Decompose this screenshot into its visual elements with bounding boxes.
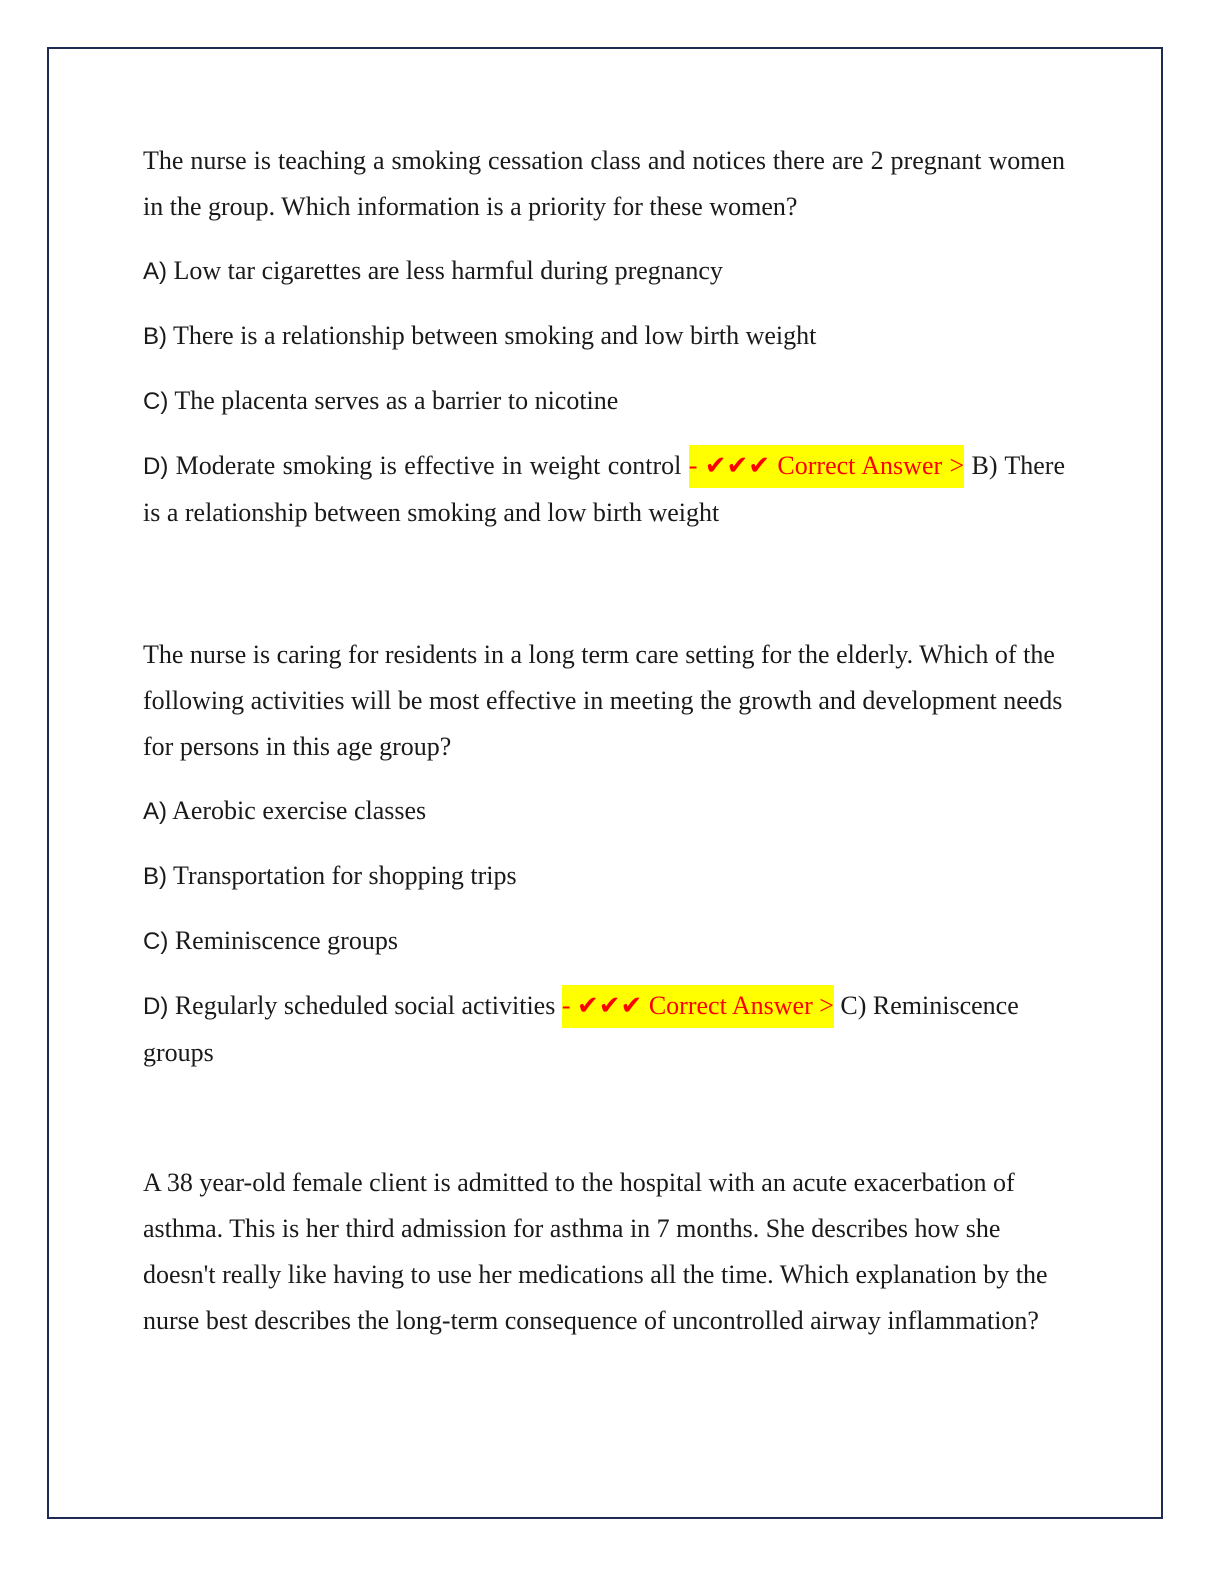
question-stem: The nurse is teaching a smoking cessation class and notices there are 2 pregnant women in the group. Which information is a priority for these women? bbox=[143, 146, 1065, 221]
option-d-with-answer bbox=[143, 983, 1065, 1076]
option-text: The placenta serves as a barrier to nicotine bbox=[174, 386, 619, 415]
option-letter: B) bbox=[143, 863, 167, 890]
option-a bbox=[143, 248, 1065, 295]
option-b bbox=[143, 853, 1065, 900]
option-c bbox=[143, 918, 1065, 965]
option-text: Transportation for shopping trips bbox=[173, 861, 517, 890]
correct-answer-text: C) Reminiscence groups bbox=[143, 991, 1019, 1067]
option-text: Moderate smoking is effective in weight control bbox=[175, 451, 682, 480]
question-block-1 bbox=[143, 138, 1065, 536]
option-text: There is a relationship between smoking and low birth weight bbox=[173, 321, 817, 350]
option-letter: D) bbox=[143, 453, 169, 480]
option-text: Reminiscence groups bbox=[174, 926, 398, 955]
correct-answer-text: B) There is a relationship between smoking and low birth weight bbox=[143, 451, 1065, 527]
option-letter: C) bbox=[143, 388, 169, 415]
option-letter: B) bbox=[143, 323, 167, 350]
question-stem: The nurse is caring for residents in a long term care setting for the elderly. Which of the following activities will be most effective in meeting the growth and development needs for persons in this age group? bbox=[143, 640, 1063, 761]
option-c bbox=[143, 378, 1065, 425]
option-text: Low tar cigarettes are less harmful during pregnancy bbox=[173, 256, 723, 285]
correct-answer-marker: - ✔✔✔ Correct Answer > bbox=[562, 985, 834, 1028]
document-content bbox=[143, 138, 1065, 1362]
correct-answer-marker: - ✔✔✔ Correct Answer > bbox=[689, 445, 964, 488]
option-letter: A) bbox=[143, 798, 167, 825]
option-d-with-answer bbox=[143, 443, 1065, 536]
option-a bbox=[143, 788, 1065, 835]
question-block-3 bbox=[143, 1160, 1065, 1344]
option-letter: C) bbox=[143, 928, 169, 955]
option-letter: D) bbox=[143, 993, 169, 1020]
option-letter: A) bbox=[143, 258, 167, 285]
option-text: Aerobic exercise classes bbox=[172, 796, 427, 825]
option-b bbox=[143, 313, 1065, 360]
option-text: Regularly scheduled social activities bbox=[174, 991, 556, 1020]
question-block-2 bbox=[143, 632, 1065, 1076]
question-stem: A 38 year-old female client is admitted to the hospital with an acute exacerbation of asthma. This is her third admission for asthma in 7 months. She describes how she doesn't really like having to use her medications all the time. Which explanation by the nurse best describes the long-term consequence of uncontrolled airway inflammation? bbox=[143, 1168, 1048, 1335]
